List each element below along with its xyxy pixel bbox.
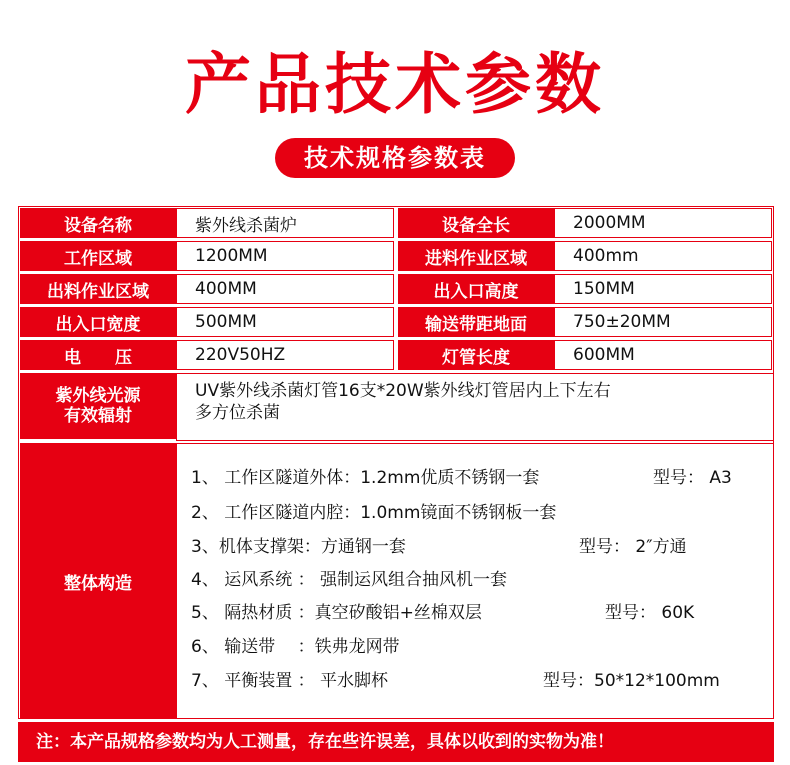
label-overall-structure: 整体构造 (20, 443, 176, 719)
structure-list (176, 443, 774, 719)
structure-item-5 (191, 599, 695, 627)
structure-item-4-text: 4、 运风系统 ： 强制运风组合抽风机一套 (191, 570, 508, 590)
structure-item-7-model: 型号：50*12*100mm (543, 671, 720, 691)
structure-item-7 (191, 667, 720, 695)
value-uv-radiation-line2: 多方位杀菌 (195, 403, 280, 423)
value-uv-radiation-line1: UV紫外线杀菌灯管16支*20W紫外线灯管居内上下左右 (195, 381, 611, 401)
value-entry-height: 150MM (554, 274, 772, 304)
value-voltage: 220V50HZ (176, 340, 394, 370)
structure-item-5-model: 型号： 60K (605, 603, 695, 623)
value-device-name: 紫外线杀菌炉 (176, 208, 394, 238)
label-device-length: 设备全长 (398, 208, 554, 238)
label-entry-height: 出入口高度 (398, 274, 554, 304)
structure-item-4 (191, 566, 507, 594)
label-entry-width: 出入口宽度 (20, 307, 176, 337)
label-feed-area: 进料作业区域 (398, 241, 554, 271)
structure-item-6-text: 6、 输送带 ：铁弗龙网带 (191, 637, 400, 657)
label-uv-radiation (20, 373, 176, 439)
label-belt-height: 输送带距地面 (398, 307, 554, 337)
page-title: 产品技术参数 (185, 46, 605, 123)
label-device-name: 设备名称 (20, 208, 176, 238)
table-subtitle-badge: 技术规格参数表 (275, 138, 515, 178)
value-work-area: 1200MM (176, 241, 394, 271)
value-uv-radiation (176, 373, 774, 441)
structure-item-5-text: 5、 隔热材质 ：真空矽酸铝+丝棉双层 (191, 603, 482, 623)
structure-item-2-text: 2、 工作区隧道内腔：1.0mm镜面不锈钢板一套 (191, 503, 557, 523)
value-device-length: 2000MM (554, 208, 772, 238)
structure-item-1-model: 型号： A3 (653, 468, 732, 488)
structure-item-3-text: 3、机体支撑架：方通钢一套 (191, 537, 406, 557)
value-entry-width: 500MM (176, 307, 394, 337)
structure-item-3 (191, 533, 687, 561)
structure-item-2 (191, 499, 556, 527)
value-feed-area: 400mm (554, 241, 772, 271)
label-discharge-area: 出料作业区域 (20, 274, 176, 304)
label-uv-radiation-line1: 紫外线光源 (55, 386, 141, 406)
value-belt-height: 750±20MM (554, 307, 772, 337)
label-lamp-length: 灯管长度 (398, 340, 554, 370)
label-uv-radiation-line2: 有效辐射 (64, 406, 132, 426)
structure-item-1-text: 1、 工作区隧道外体：1.2mm优质不锈钢一套 (191, 468, 540, 488)
structure-item-6 (191, 633, 400, 661)
label-voltage: 电 压 (20, 340, 176, 370)
label-work-area: 工作区域 (20, 241, 176, 271)
footer-note: 注：本产品规格参数均为人工测量，存在些许误差，具体以收到的实物为准！ (18, 722, 774, 762)
value-lamp-length: 600MM (554, 340, 772, 370)
structure-item-1 (191, 464, 732, 492)
value-discharge-area: 400MM (176, 274, 394, 304)
structure-item-3-model: 型号： 2″方通 (579, 537, 687, 557)
structure-item-7-text: 7、 平衡装置 ： 平水脚杯 (191, 671, 389, 691)
